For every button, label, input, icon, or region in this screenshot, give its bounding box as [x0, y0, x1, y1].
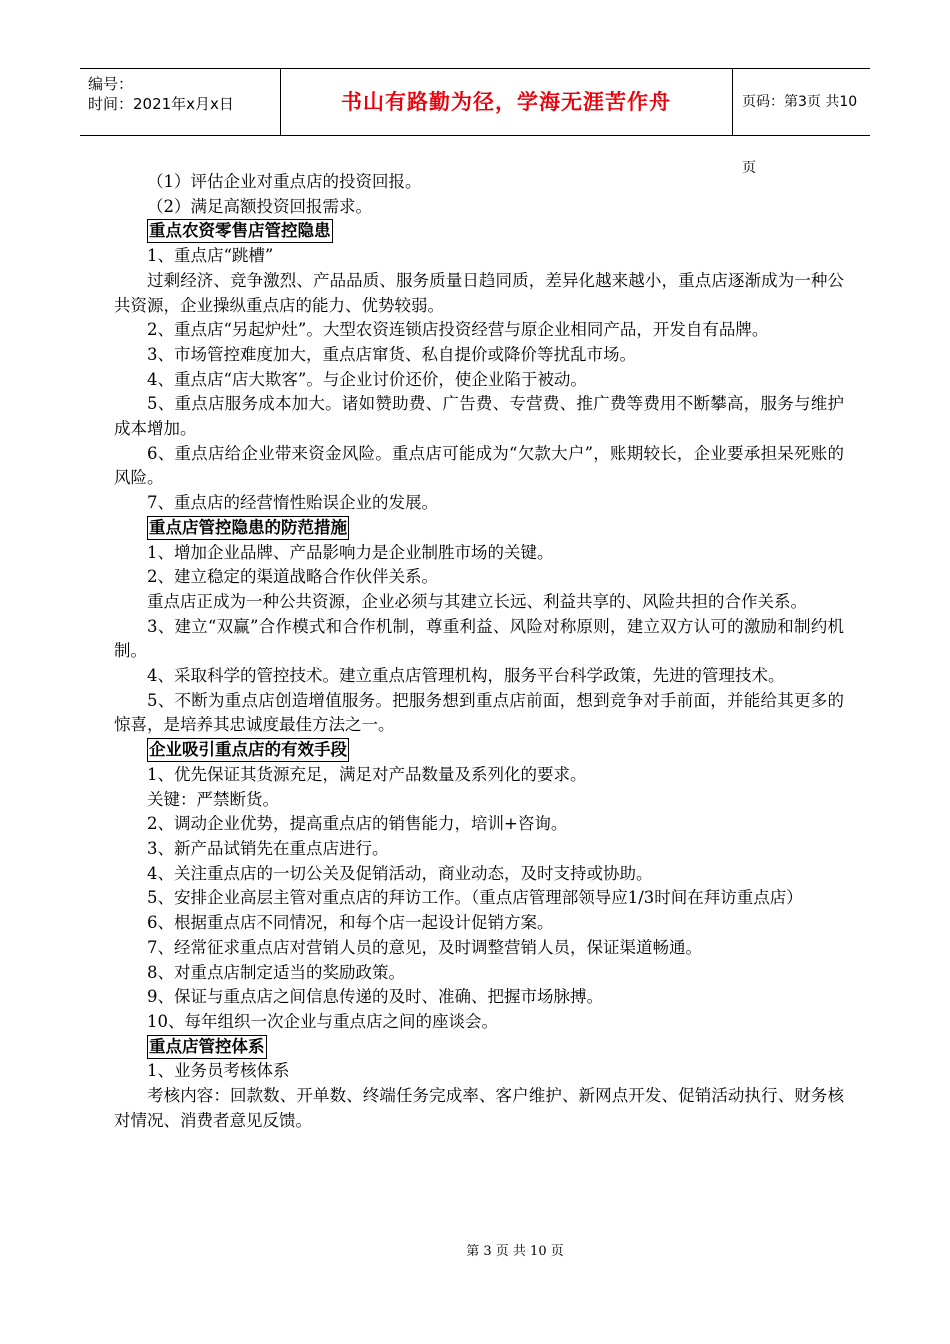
section-heading	[114, 1035, 844, 1060]
section-heading-text: 重点店管控体系	[147, 1035, 267, 1059]
body-paragraph: 9、保证与重点店之间信息传递的及时、准确、把握市场脉搏。	[147, 987, 603, 1007]
body-paragraph: 5、不断为重点店创造增值服务。把服务想到重点店前面，想到竞争对手前面，并能给其更多的惊喜，是培养其忠诚度最佳方法之一。	[114, 690, 844, 735]
body-paragraph: 6、重点店给企业带来资金风险。重点店可能成为“欠款大户”，账期较长，企业要承担呆死账的风险。	[114, 443, 844, 488]
body-paragraph: 3、市场管控难度加大，重点店窜货、私自提价或降价等扰乱市场。	[147, 344, 636, 364]
section-heading-text: 重点农资零售店管控隐患	[147, 219, 333, 243]
body-paragraph: 4、重点店“店大欺客”。与企业讨价还价，使企业陷于被动。	[147, 369, 587, 389]
body-paragraph: 4、采取科学的管控技术。建立重点店管理机构，服务平台科学政策，先进的管理技术。	[147, 666, 785, 686]
page-header	[80, 68, 870, 176]
document-date: 时间：2021年x月x日	[88, 95, 234, 113]
section-heading-text: 企业吸引重点店的有效手段	[147, 738, 349, 762]
header-meta	[80, 69, 281, 135]
body-paragraph: 7、重点店的经营惰性贻误企业的发展。	[147, 493, 438, 513]
body-paragraph: 考核内容：回款数、开单数、终端任务完成率、客户维护、新网点开发、促销活动执行、财务核对情况、消费者意见反馈。	[114, 1086, 844, 1130]
body-paragraph: 2、调动企业优势，提高重点店的销售能力，培训+咨询。	[147, 814, 568, 834]
body-paragraph: （2）满足高额投资回报需求。	[147, 196, 372, 216]
body-paragraph: 3、建立“双赢”合作模式和合作机制，尊重利益、风险对称原则，建立双方认可的激励和制约机制。	[114, 616, 844, 661]
body-paragraph: 7、经常征求重点店对营销人员的意见，及时调整营销人员，保证渠道畅通。	[147, 937, 702, 957]
header-motto: 书山有路勤为径，学海无涯苦作舟	[280, 69, 733, 135]
body-paragraph: 关键：严禁断货。	[147, 789, 279, 809]
body-paragraph: 8、对重点店制定适当的奖励政策。	[147, 962, 405, 982]
section-heading	[114, 219, 844, 244]
document-body	[114, 170, 844, 1133]
section-heading	[114, 516, 844, 541]
body-paragraph: 1、业务员考核体系	[147, 1061, 290, 1081]
body-paragraph: 4、关注重点店的一切公关及促销活动，商业动态，及时支持或协助。	[147, 863, 653, 883]
body-paragraph: 5、重点店服务成本加大。诸如赞助费、广告费、专营费、推广费等费用不断攀高，服务与维护成本增加。	[114, 394, 844, 439]
body-paragraph: 1、优先保证其货源充足，满足对产品数量及系列化的要求。	[147, 764, 587, 784]
document-number-label: 编号：	[88, 75, 134, 93]
body-paragraph: （1）评估企业对重点店的投资回报。	[147, 172, 422, 191]
body-paragraph: 重点店正成为一种公共资源，企业必须与其建立长远、利益共享的、风险共担的合作关系。	[147, 591, 807, 611]
section-heading	[114, 738, 844, 763]
body-paragraph: 6、根据重点店不同情况，和每个店一起设计促销方案。	[147, 913, 554, 933]
body-paragraph: 过剩经济、竞争激烈、产品品质、服务质量日趋同质，差异化越来越小，重点店逐渐成为一种公共资源，企业操纵重点店的能力、优势较弱。	[114, 270, 844, 315]
body-paragraph: 10、每年组织一次企业与重点店之间的座谈会。	[147, 1011, 498, 1031]
body-paragraph: 5、安排企业高层主管对重点店的拜访工作。（重点店管理部领导应1/3时间在拜访重点店）	[147, 888, 803, 908]
body-paragraph: 1、重点店“跳槽”	[147, 246, 274, 266]
body-paragraph: 2、重点店“另起炉灶”。大型农资连锁店投资经营与原企业相同产品，开发自有品牌。	[147, 320, 769, 340]
body-paragraph: 3、新产品试销先在重点店进行。	[147, 838, 389, 858]
page-footer: 第 3 页 共 10 页	[466, 1244, 564, 1259]
body-paragraph: 2、建立稳定的渠道战略合作伙伴关系。	[147, 567, 438, 587]
body-paragraph: 1、增加企业品牌、产品影响力是企业制胜市场的关键。	[147, 542, 554, 562]
section-heading-text: 重点店管控隐患的防范措施	[147, 516, 349, 540]
header-page-number: 页码：第3页 共10页	[742, 94, 858, 176]
